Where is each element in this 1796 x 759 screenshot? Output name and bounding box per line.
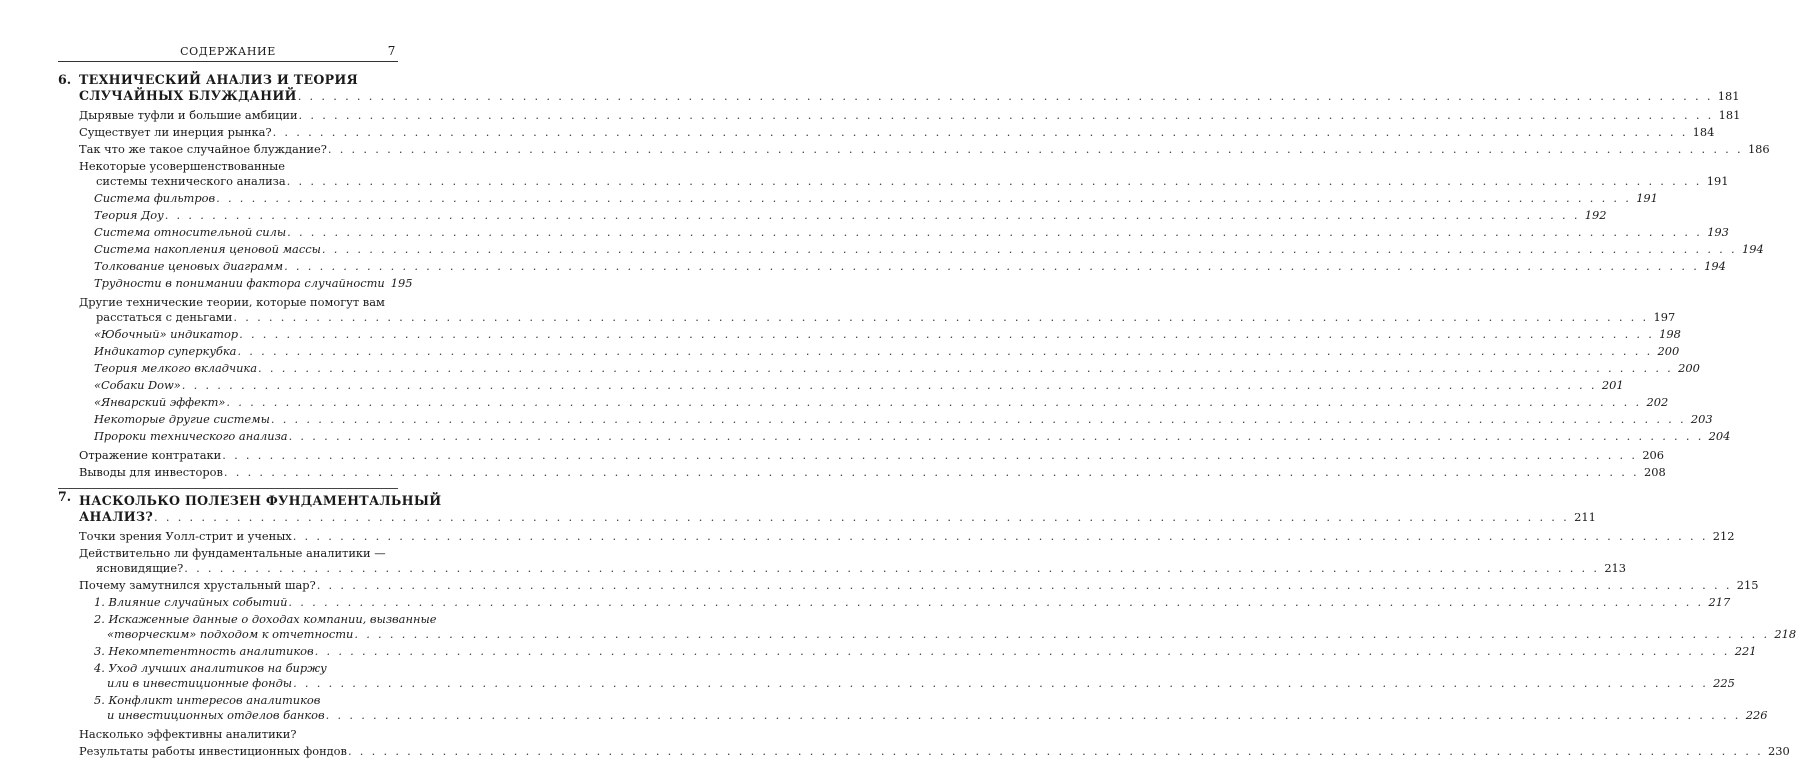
dot-leader: . . . . . . . . . . . . . . . . . . . . . . . . . . . . . . . . . . . . . . . . . . . . . . . . . . . . . . . . . . . . . . . . . . . . . . . . . . . . . . . . . . . . . . . . . . . . . . . . . . . . . . . . . . . . . . . . . . . . . . . . <box>270 412 1686 426</box>
dot-leader: . . . . . . . . . . . . . . . . . . . . . . . . . . . . . . . . . . . . . . . . . . . . . . . . . . . . . . . . . . . . . . . . . . . . . . . . . . . . . . . . . . . . . . . . . . . . . . . . . . . . . . . . . . . . . . . . . . . . . . . . <box>233 310 1649 324</box>
subsection-entry <box>94 395 1669 410</box>
entry-title: и инвестиционных отделов банков <box>107 708 325 722</box>
entry-title-line: 5. Конфликт интересов аналитиков <box>94 693 321 707</box>
entry-title: «творческим» подходом к отчетности <box>107 627 354 641</box>
entry-page-number: 204 <box>1708 429 1731 443</box>
entry-title: Точки зрения Уолл-стрит и ученых <box>79 529 292 543</box>
subsection-entry <box>94 361 1700 376</box>
entry-title-line: 4. Уход лучших аналитиков на биржу <box>94 661 327 675</box>
entry-title: Теория мелкого вкладчика <box>94 361 258 375</box>
subsection-entry <box>94 242 1764 257</box>
entry-title: Насколько эффективны аналитики? <box>79 727 297 741</box>
entry-title: Толкование ценовых диаграмм <box>94 259 284 273</box>
entry-title: Индикатор суперкубка <box>94 344 237 358</box>
entry-title: «Январский эффект» <box>94 395 226 409</box>
subsection-entry <box>94 661 1735 691</box>
entry-page-number: 184 <box>1692 125 1715 139</box>
section-entry <box>79 159 1729 189</box>
entry-title-line: Другие технические теории, которые помогут вам <box>79 295 385 309</box>
subsection-entry <box>94 595 1731 610</box>
chapter-entry <box>58 488 1596 525</box>
section-entry <box>79 295 1676 325</box>
entry-title: Трудности в понимании фактора случайности <box>94 276 385 290</box>
dot-leader: . . . . . . . . . . . . . . . . . . . . . . . . . . . . . . . . . . . . . . . . . . . . . . . . . . . . . . . . . . . . . . . . . . . . . . . . . . . . . . . . . . . . . . . . . . . . . . . . . . . . . . . . . . . . . . . . . . . . . . . . <box>288 429 1704 443</box>
section-entry <box>79 125 1715 140</box>
subsection-entry <box>94 412 1713 427</box>
running-header <box>58 43 398 62</box>
entry-title: Дырявые туфли и большие амбиции <box>79 108 298 122</box>
entry-title: Так что же такое случайное блуждание? <box>79 142 327 156</box>
dot-leader: . . . . . . . . . . . . . . . . . . . . . . . . . . . . . . . . . . . . . . . . . . . . . . . . . . . . . . . . . . . . . . . . . . . . . . . . . . . . . . . . . . . . . . . . . . . . . . . . . . . . . . . . . . . . . . . . . . . . . . . . <box>184 561 1600 575</box>
dot-leader: . . . . . . . . . . . . . . . . . . . . . . . . . . . . . . . . . . . . . . . . . . . . . . . . . . . . . . . . . . . . . . . . . . . . . . . . . . . . . . . . . . . . . . . . . . . . . . . . . . . . . . . . . . . . . . . . . . . . . . . . <box>237 344 1653 358</box>
entry-page-number: 221 <box>1734 644 1757 658</box>
dot-leader: . . . . . . . . . . . . . . . . . . . . . . . . . . . . . . . . . . . . . . . . . . . . . . . . . . . . . . . . . . . . . . . . . . . . . . . . . . . . . . . . . . . . . . . . . . . . . . . . . . . . . . . . . . . . . . . . . . . . . . . . <box>298 108 1714 122</box>
subsection-entry <box>94 644 1757 659</box>
dot-leader: . . . . . . . . . . . . . . . . . . . . . . . . . . . . . . . . . . . . . . . . . . . . . . . . . . . . . . . . . . . . . . . . . . . . . . . . . . . . . . . . . . . . . . . . . . . . . . . . . . . . . . . . . . . . . . . . . . . . . . . . <box>297 89 1713 103</box>
section-entry <box>79 448 1665 463</box>
entry-title: расстаться с деньгами <box>96 310 233 324</box>
entry-page-number: 203 <box>1690 412 1713 426</box>
section-entry <box>79 142 1770 157</box>
entry-title: системы технического анализа <box>96 174 286 188</box>
entry-title: Отражение контратаки <box>79 448 222 462</box>
entry-title: «Юбочный» индикатор <box>94 327 239 341</box>
subsection-entry <box>94 327 1681 342</box>
entry-title: Пророки технического анализа <box>94 429 288 443</box>
dot-leader: . . . . . . . . . . . . . . . . . . . . . . . . . . . . . . . . . . . . . . . . . . . . . . . . . . . . . . . . . . . . . . . . . . . . . . . . . . . . . . . . . . . . . . . . . . . . . . . . . . . . . . . . . . . . . . . . . . . . . . . . <box>292 529 1708 543</box>
subsection-entry <box>94 208 1607 223</box>
subsection-entry <box>94 378 1624 393</box>
running-header-title: СОДЕРЖАНИЕ <box>180 45 276 58</box>
dot-leader: . . . . . . . . . . . . . . . . . . . . . . . . . . . . . . . . . . . . . . . . . . . . . . . . . . . . . . . . . . . . . . . . . . . . . . . . . . . . . . . . . . . . . . . . . . . . . . . . . . . . . . . . . . . . . . . . . . . . . . . . <box>272 125 1688 139</box>
dot-leader: . . . . . . . . . . . . . . . . . . . . . . . . . . . . . . . . . . . . . . . . . . . . . . . . . . . . . . . . . . . . . . . . . . . . . . . . . . . . . . . . . . . . . . . . . . . . . . . . . . . . . . . . . . . . . . . . . . . . . . . . <box>327 142 1743 156</box>
entry-title: Существует ли инерция рынка? <box>79 125 272 139</box>
dot-leader: . . . . . . . . . . . . . . . . . . . . . . . . . . . . . . . . . . . . . . . . . . . . . . . . . . . . . . . . . . . . . . . . . . . . . . . . . . . . . . . . . . . . . . . . . . . . . . . . . . . . . . . . . . . . . . . . . . . . . . . . <box>287 225 1703 239</box>
chapter-number: 6. <box>58 72 72 87</box>
section-entry <box>79 744 1790 759</box>
dot-leader: . . . . . . . . . . . . . . . . . . . . . . . . . . . . . . . . . . . . . . . . . . . . . . . . . . . . . . . . . . . . . . . . . . . . . . . . . . . . . . . . . . . . . . . . . . . . . . . . . . . . . . . . . . . . . . . . . . . . . . . . <box>216 191 1632 205</box>
entry-page-number: 208 <box>1643 465 1666 479</box>
dot-leader: . . . . . . . . . . . . . . . . . . . . . . . . . . . . . . . . . . . . . . . . . . . . . . . . . . . . . . . . . . . . . . . . . . . . . . . . . . . . . . . . . . . . . . . . . . . . . . . . . . . . . . . . . . . . . . . . . . . . . . . . <box>258 361 1674 375</box>
dot-leader: . . . . . . . . . . . . . . . . . . . . . . . . . . . . . . . . . . . . . . . . . . . . . . . . . . . . . . . . . . . . . . . . . . . . . . . . . . . . . . . . . . . . . . . . . . . . . . . . . . . . . . . . . . . . . . . . . . . . . . . . <box>222 448 1638 462</box>
dot-leader: . . . . . . . . . . . . . . . . . . . . . . . . . . . . . . . . . . . . . . . . . . . . . . . . . . . . . . . . . . . . . . . . . . . . . . . . . . . . . . . . . . . . . . . . . . . . . . . . . . . . . . . . . . . . . . . . . . . . . . . . <box>226 395 1642 409</box>
dot-leader: . . . . . . . . . . . . . . . . . . . . . . . . . . . . . . . . . . . . . . . . . . . . . . . . . . . . . . . . . . . . . . . . . . . . . . . . . . . . . . . . . . . . . . . . . . . . . . . . . . . . . . . . . . . . . . . . . . . . . . . . <box>239 327 1655 341</box>
subsection-entry <box>94 276 413 291</box>
entry-page-number: 194 <box>1704 259 1726 273</box>
subsection-entry <box>94 344 1680 359</box>
entry-page-number: 217 <box>1708 595 1731 609</box>
entry-title: Теория Доу <box>94 208 164 222</box>
dot-leader: . . . . . . . . . . . . . . . . . . . . . . . . . . . . . . . . . . . . . . . . . . . . . . . . . . . . . . . . . . . . . . . . . . . . . . . . . . . . . . . . . . . . . . . . . . . . . . . . . . . . . . . . . . . . . . . . . . . . . . . . <box>325 708 1741 722</box>
entry-page-number: 206 <box>1642 448 1665 462</box>
entry-title-line: НАСКОЛЬКО ПОЛЕЗЕН ФУНДАМЕНТАЛЬНЫЙ <box>79 493 442 508</box>
subsection-entry <box>94 259 1726 274</box>
dot-leader: . . . . . . . . . . . . . . . . . . . . . . . . . . . . . . . . . . . . . . . . . . . . . . . . . . . . . . . . . . . . . . . . . . . . . . . . . . . . . . . . . . . . . . . . . . . . . . . . . . . . . . . . . . . . . . . . . . . . . . . . <box>314 644 1730 658</box>
entry-page-number: 226 <box>1745 708 1768 722</box>
entry-title-line: ТЕХНИЧЕСКИЙ АНАЛИЗ И ТЕОРИЯ <box>79 72 359 87</box>
section-entry <box>79 465 1666 480</box>
chapter-number: 7. <box>58 489 72 504</box>
entry-page-number: 198 <box>1659 327 1681 341</box>
entry-title-line: Некоторые усовершенствованные <box>79 159 285 173</box>
entry-title: Некоторые другие системы <box>94 412 270 426</box>
chapter-entry <box>58 72 1740 104</box>
entry-title-line: Действительно ли фундаментальные аналитики — <box>79 546 386 560</box>
entry-page-number: 197 <box>1653 310 1676 324</box>
entry-page-number: 194 <box>1741 242 1764 256</box>
entry-page-number: 186 <box>1747 142 1770 156</box>
dot-leader: . . . . . . . . . . . . . . . . . . . . . . . . . . . . . . . . . . . . . . . . . . . . . . . . . . . . . . . . . . . . . . . . . . . . . . . . . . . . . . . . . . . . . . . . . . . . . . . . . . . . . . . . . . . . . . . . . . . . . . . . <box>284 259 1700 273</box>
entry-page-number: 213 <box>1604 561 1627 575</box>
entry-title: «Собаки Dow» <box>94 378 181 392</box>
subsection-entry <box>94 612 1796 642</box>
entry-page-number: 195 <box>390 276 413 290</box>
dot-leader: . . . . . . . . . . . . . . . . . . . . . . . . . . . . . . . . . . . . . . . . . . . . . . . . . . . . . . . . . . . . . . . . . . . . . . . . . . . . . . . . . . . . . . . . . . . . . . . . . . . . . . . . . . . . . . . . . . . . . . . . <box>164 208 1580 222</box>
section-entry <box>79 727 398 742</box>
dot-leader: . . . . . . . . . . . . . . . . . . . . . . . . . . . . . . . . . . . . . . . . . . . . . . . . . . . . . . . . . . . . . . . . . . . . . . . . . . . . . . . . . . . . . . . . . . . . . . . . . . . . . . . . . . . . . . . . . . . . . . . . <box>347 744 1764 758</box>
entry-title: Результаты работы инвестиционных фондов <box>79 744 347 758</box>
table-of-contents <box>58 72 1796 759</box>
entry-page-number: 192 <box>1584 208 1607 222</box>
entry-title: или в инвестиционные фонды <box>107 676 293 690</box>
page-number: 7 <box>387 44 396 58</box>
dot-leader: . . . . . . . . . . . . . . . . . . . . . . . . . . . . . . . . . . . . . . . . . . . . . . . . . . . . . . . . . . . . . . . . . . . . . . . . . . . . . . . . . . . . . . . . . . . . . . . . . . . . . . . . . . . . . . . . . . . . . . . . <box>223 465 1639 479</box>
section-entry <box>79 108 1741 123</box>
dot-leader: . . . . . . . . . . . . . . . . . . . . . . . . . . . . . . . . . . . . . . . . . . . . . . . . . . . . . . . . . . . . . . . . . . . . . . . . . . . . . . . . . . . . . . . . . . . . . . . . . . . . . . . . . . . . . . . . . . . . . . . . <box>316 578 1732 592</box>
entry-title: Почему замутнился хрустальный шар? <box>79 578 316 592</box>
entry-page-number: 215 <box>1736 578 1759 592</box>
entry-title: 1. Влияние случайных событий <box>94 595 288 609</box>
entry-title: 3. Некомпетентность аналитиков <box>94 644 314 658</box>
entry-page-number: 193 <box>1707 225 1729 239</box>
entry-title: АНАЛИЗ? <box>79 509 154 524</box>
entry-page-number: 181 <box>1717 89 1740 103</box>
subsection-entry <box>94 429 1731 444</box>
entry-title: Система фильтров <box>94 191 216 205</box>
dot-leader: . . . . . . . . . . . . . . . . . . . . . . . . . . . . . . . . . . . . . . . . . . . . . . . . . . . . . . . . . . . . . . . . . . . . . . . . . . . . . . . . . . . . . . . . . . . . . . . . . . . . . . . . . . . . . . . . . . . . . . . . <box>286 174 1702 188</box>
subsection-entry <box>94 191 1658 206</box>
entry-page-number: 212 <box>1712 529 1735 543</box>
entry-page-number: 191 <box>1706 174 1729 188</box>
entry-title: СЛУЧАЙНЫХ БЛУЖДАНИЙ <box>79 88 297 103</box>
subsection-entry <box>94 225 1729 240</box>
entry-page-number: 200 <box>1678 361 1700 375</box>
entry-page-number: 181 <box>1718 108 1741 122</box>
entry-page-number: 200 <box>1657 344 1680 358</box>
dot-leader: . . . . . . . . . . . . . . . . . . . . . . . . . . . . . . . . . . . . . . . . . . . . . . . . . . . . . . . . . . . . . . . . . . . . . . . . . . . . . . . . . . . . . . . . . . . . . . . . . . . . . . . . . . . . . . . . . . . . . . . . <box>354 627 1770 641</box>
entry-title-line: 2. Искаженные данные о доходах компании, вызванные <box>94 612 437 626</box>
entry-title: ясновидящие? <box>96 561 184 575</box>
dot-leader: . . . . . . . . . . . . . . . . . . . . . . . . . . . . . . . . . . . . . . . . . . . . . . . . . . . . . . . . . . . . . . . . . . . . . . . . . . . . . . . . . . . . . . . . . . . . . . . . . . . . . . . . . . . . . . . . . . . . . . . . <box>293 676 1709 690</box>
dot-leader: . . . . . . . . . . . . . . . . . . . . . . . . . . . . . . . . . . . . . . . . . . . . . . . . . . . . . . . . . . . . . . . . . . . . . . . . . . . . . . . . . . . . . . . . . . . . . . . . . . . . . . . . . . . . . . . . . . . . . . . . <box>321 242 1737 256</box>
entry-title: Система относительной силы <box>94 225 287 239</box>
entry-page-number: 191 <box>1636 191 1658 205</box>
entry-page-number: 225 <box>1713 676 1735 690</box>
entry-page-number: 230 <box>1768 744 1790 758</box>
entry-page-number: 202 <box>1646 395 1669 409</box>
dot-leader: . . . . . . . . . . . . . . . . . . . . . . . . . . . . . . . . . . . . . . . . . . . . . . . . . . . . . . . . . . . . . . . . . . . . . . . . . . . . . . . . . . . . . . . . . . . . . . . . . . . . . . . . . . . . . . . . . . . . . . . . <box>154 510 1570 524</box>
section-entry <box>79 578 1759 593</box>
entry-page-number: 201 <box>1601 378 1624 392</box>
entry-page-number: 218 <box>1774 627 1796 641</box>
entry-title: Система накопления ценовой массы <box>94 242 321 256</box>
dot-leader: . . . . . . . . . . . . . . . . . . . . . . . . . . . . . . . . . . . . . . . . . . . . . . . . . . . . . . . . . . . . . . . . . . . . . . . . . . . . . . . . . . . . . . . . . . . . . . . . . . . . . . . . . . . . . . . . . . . . . . . . <box>181 378 1597 392</box>
dot-leader: . . . . . . . . . . . . . . . . . . . . . . . . . . . . . . . . . . . . . . . . . . . . . . . . . . . . . . . . . . . . . . . . . . . . . . . . . . . . . . . . . . . . . . . . . . . . . . . . . . . . . . . . . . . . . . . . . . . . . . . . <box>288 595 1704 609</box>
section-entry <box>79 546 1627 576</box>
entry-page-number: 211 <box>1574 510 1596 524</box>
subsection-entry <box>94 693 1768 723</box>
section-entry <box>79 529 1735 544</box>
entry-title: Выводы для инвесторов <box>79 465 223 479</box>
